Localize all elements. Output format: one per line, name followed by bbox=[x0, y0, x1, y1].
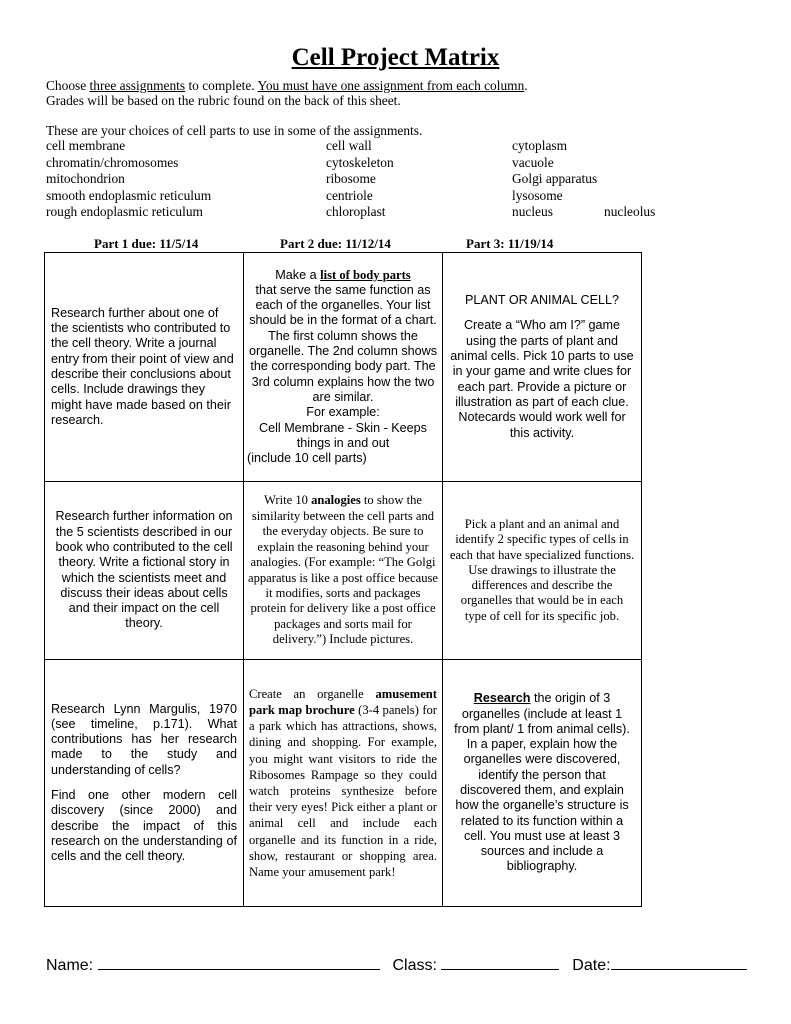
cell-part-item: cell wall bbox=[326, 138, 372, 153]
assignment-heading: PLANT OR ANIMAL CELL? bbox=[465, 293, 619, 308]
assignment-text: Research further about one of the scientists who contributed to the cell theory. Write a journal entry from their point of view and describe their conclusions about cells. Include drawings they might have made based on their research. bbox=[51, 305, 234, 427]
example-label: For example: bbox=[306, 405, 380, 420]
assignment-text-lead: Write 10 bbox=[264, 493, 312, 508]
cell-part-item: smooth endoplasmic reticulum bbox=[46, 187, 212, 203]
assignment-keyword: Research bbox=[473, 691, 531, 706]
cell-part-item: chromatin/chromosomes bbox=[46, 154, 179, 170]
cell-part-item: cell membrane bbox=[46, 138, 126, 153]
assignment-text: Create a “Who am I?” game using the parts of plant and animal cells. Pick 10 parts to use in your game and write clues for each part. Provide a picture or illustration as part of each clue. Notecards would work well for this activity. bbox=[450, 318, 634, 440]
assignment-text-body: to show the similarity between the cell parts and the everyday objects. Be sure to explain the reasoning behind your analogies. (For example: “The Golgi apparatus is like a post office because it modifies, sorts and packages protein for delivery like a post office packages and sorts mail for delivery.”) Include pictures. bbox=[248, 493, 439, 647]
cell-parts-column-1 bbox=[46, 138, 211, 221]
assignment-text bbox=[449, 691, 635, 875]
instructions-text: Choose bbox=[46, 78, 90, 93]
cell-part-item: cytoskeleton bbox=[326, 154, 394, 170]
assignment-text bbox=[248, 493, 438, 647]
assignment-text-body: (3-4 panels) for a park which has attractions, shows, dining and shopping. For example, you might want visitors to ride the Ribosomes Rampage so they could watch proteins synthesize before their very eyes! Pick either a plant or animal cell and include each organelle and its function in a ride, show, restaurant or shopping area. Name your amusement park! bbox=[249, 702, 437, 880]
assignment-text bbox=[249, 686, 437, 880]
assignment-cell-r2c2 bbox=[244, 482, 442, 659]
part-2-due-date: Part 2 due: 11/12/14 bbox=[280, 236, 391, 251]
cell-parts-column-2 bbox=[326, 138, 394, 221]
cell-part-item: centriole bbox=[326, 187, 373, 203]
assignment-text-body: the origin of 3 organelles (include at least 1 from plant/ 1 from animal cells). In a paper, explain how the organelles were discovered, identify the person that discovered them, and explain how the organelle’s structure is related to its function within a cell. You must use at least 3 sources and include a bibliography. bbox=[454, 691, 630, 874]
cell-part-item: ribosome bbox=[326, 171, 376, 186]
cell-part-item: vacuole bbox=[512, 154, 554, 170]
assignment-cell-r1c3 bbox=[443, 253, 641, 481]
instructions-text: to complete. bbox=[185, 78, 258, 93]
assignment-text: that serve the same function as each of the organelles. Your list should be in the format of a chart. The first column shows the organelle. The 2nd column shows the corresponding body part. The 3rd column explains how the two are similar. bbox=[248, 282, 438, 404]
cell-parts-column-3 bbox=[512, 138, 597, 221]
assignment-cell-r1c1 bbox=[45, 253, 243, 481]
assignment-keyword: analogies bbox=[311, 493, 361, 508]
example-text: Cell Membrane - Skin - Keeps things in and out bbox=[259, 420, 427, 450]
assignment-text: Research Lynn Margulis, 1970 (see timeline, p.171). What contributions has her research made to the study and understanding of cells? bbox=[51, 701, 237, 777]
cell-part-item: nucleolus bbox=[604, 204, 656, 219]
assignment-text-lead: Create an organelle bbox=[249, 686, 376, 701]
instructions-line bbox=[46, 78, 528, 94]
assignment-cell-r2c1 bbox=[45, 482, 243, 659]
instructions-emphasis: three assignments bbox=[89, 78, 186, 93]
student-info-footer bbox=[46, 953, 747, 975]
assignment-cell-r2c3 bbox=[443, 482, 641, 659]
assignment-cell-r3c3 bbox=[443, 660, 641, 906]
name-label: Name: bbox=[46, 957, 94, 974]
cell-part-item: chloroplast bbox=[326, 204, 386, 219]
assignment-text: Find one other modern cell discovery (since 2000) and describe the impact of this research on the understanding of cells and the cell theory. bbox=[51, 788, 237, 864]
assignment-text bbox=[247, 268, 439, 283]
class-field[interactable] bbox=[441, 953, 559, 970]
page-title: Cell Project Matrix bbox=[291, 44, 500, 71]
cell-part-item: nucleus bbox=[512, 204, 553, 219]
instructions-emphasis: You must have one assignment from each column bbox=[257, 78, 525, 93]
date-field[interactable] bbox=[611, 953, 747, 970]
assignment-cell-r1c2 bbox=[244, 253, 442, 481]
part-1-due-date: Part 1 due: 11/5/14 bbox=[94, 236, 199, 251]
assignment-cell-r3c2 bbox=[244, 660, 442, 906]
assignment-text-lead: Make a bbox=[275, 267, 321, 282]
name-field[interactable] bbox=[98, 953, 380, 970]
date-label: Date: bbox=[572, 957, 611, 974]
assignment-cell-r3c1 bbox=[45, 660, 243, 906]
cell-part-item: lysosome bbox=[512, 187, 563, 203]
assignment-text: Research further information on the 5 scientists described in our book who contributed to the cell theory. Write a fictional story in which the scientists meet and discuss their ideas about cells and their impact on the cell theory. bbox=[55, 509, 233, 631]
part-3-due-date: Part 3: 11/19/14 bbox=[466, 236, 554, 251]
grading-note: Grades will be based on the rubric found on the back of this sheet. bbox=[46, 93, 401, 108]
cell-part-item: Golgi apparatus bbox=[512, 171, 598, 186]
choices-intro: These are your choices of cell parts to use in some of the assignments. bbox=[46, 123, 423, 138]
instructions-text: . bbox=[524, 78, 528, 93]
assignment-text: Pick a plant and an animal and identify 2 specific types of cells in each that have specialized functions. Use drawings to illustrate the differences and describe the organelles that would be in each type of cell for its specific job. bbox=[449, 516, 635, 623]
assignment-keyword: list of body parts bbox=[320, 267, 411, 282]
class-label: Class: bbox=[392, 957, 437, 974]
cell-part-item: mitochondrion bbox=[46, 171, 125, 186]
assignment-matrix bbox=[44, 252, 642, 907]
assignment-keyword: amusement park map brochure bbox=[249, 686, 437, 717]
cell-part-item: rough endoplasmic reticulum bbox=[46, 204, 203, 219]
assignment-note: (include 10 cell parts) bbox=[247, 451, 367, 466]
cell-part-item: cytoplasm bbox=[512, 138, 568, 153]
